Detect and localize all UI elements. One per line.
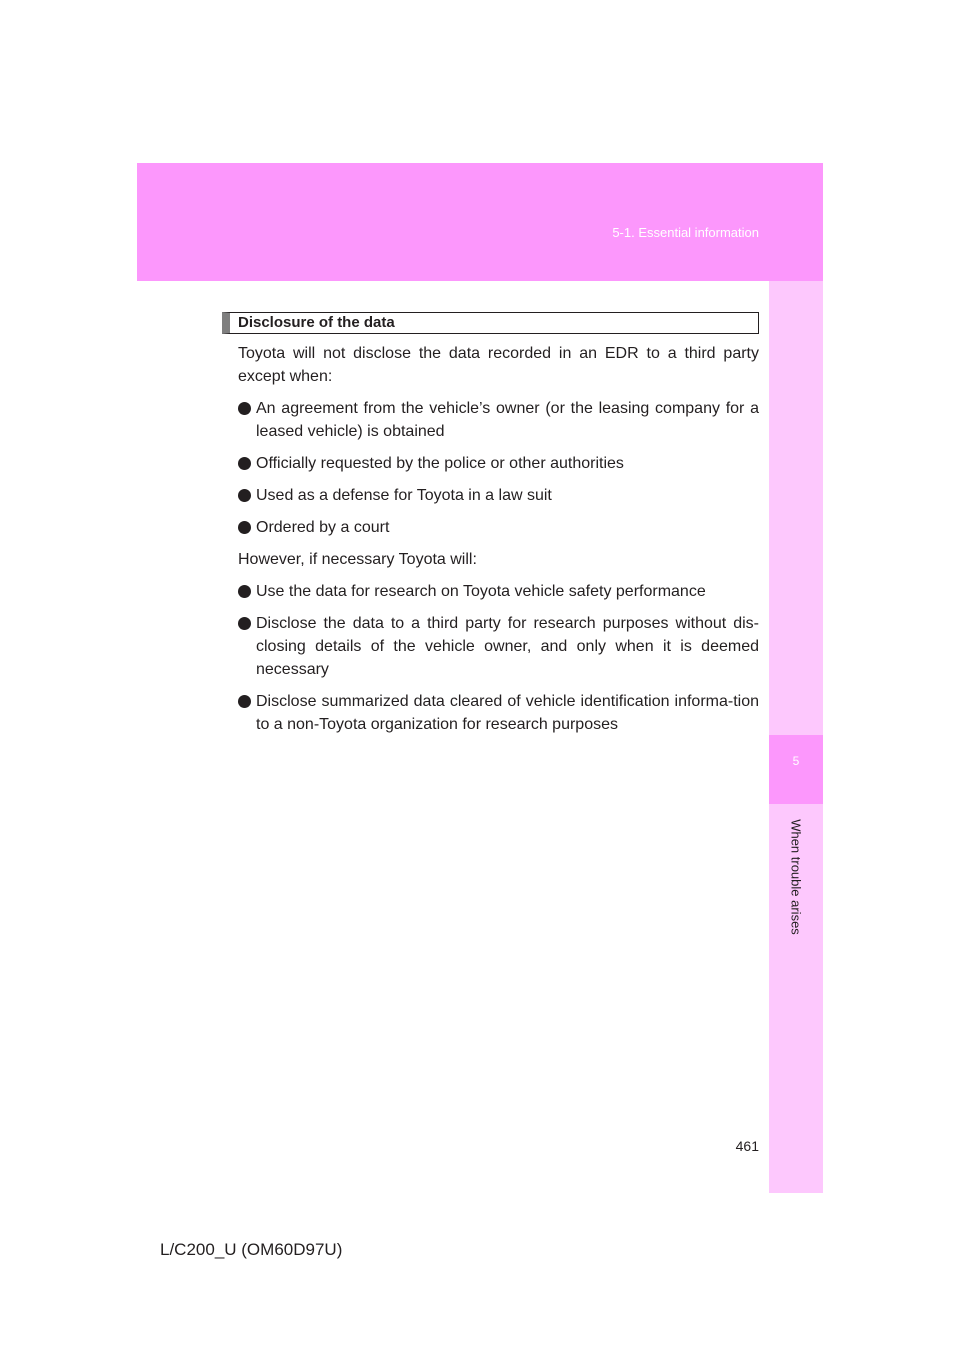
bullet-icon [238,521,251,534]
bullet-icon [238,695,251,708]
list-item-text: An agreement from the vehicle’s owner (or the leasing company for a leased vehicle) is obtained [256,400,759,440]
header-band [137,163,823,281]
bullet-icon [238,457,251,470]
list-item [238,484,759,507]
list-item [238,516,759,539]
list-item-text: Disclose summarized data cleared of vehicle identification informa-tion to a non-Toyota organization for research purposes [256,693,759,733]
bullet-icon [238,402,251,415]
list-item [238,452,759,475]
section-title: 5-1. Essential information [612,225,759,240]
page-number: 461 [735,1138,759,1154]
chapter-number: 5 [792,754,800,768]
list-item-text: Use the data for research on Toyota vehicle safety performance [256,583,706,600]
conditions-list [222,397,759,539]
main-content [222,312,759,736]
bullet-icon [238,585,251,598]
list-item [238,580,759,603]
document-code: L/C200_U (OM60D97U) [160,1240,343,1259]
list-item [238,690,759,736]
however-paragraph: However, if necessary Toyota will: [238,551,477,568]
list-item [238,612,759,681]
intro-paragraph: Toyota will not disclose the data recorded in an EDR to a third party except when: [238,345,759,385]
actions-list [222,580,759,736]
chapter-number-box [769,735,823,804]
subheading: Disclosure of the data [222,312,759,334]
chapter-title: When trouble arises [788,819,804,935]
bullet-icon [238,617,251,630]
bullet-icon [238,489,251,502]
list-item [238,397,759,443]
list-item-text: Ordered by a court [256,519,390,536]
list-item-text: Disclose the data to a third party for research purposes without dis-closing details of the vehicle owner, and only when it is deemed necessary [256,615,759,678]
list-item-text: Used as a defense for Toyota in a law suit [256,487,552,504]
list-item-text: Officially requested by the police or other authorities [256,455,624,472]
